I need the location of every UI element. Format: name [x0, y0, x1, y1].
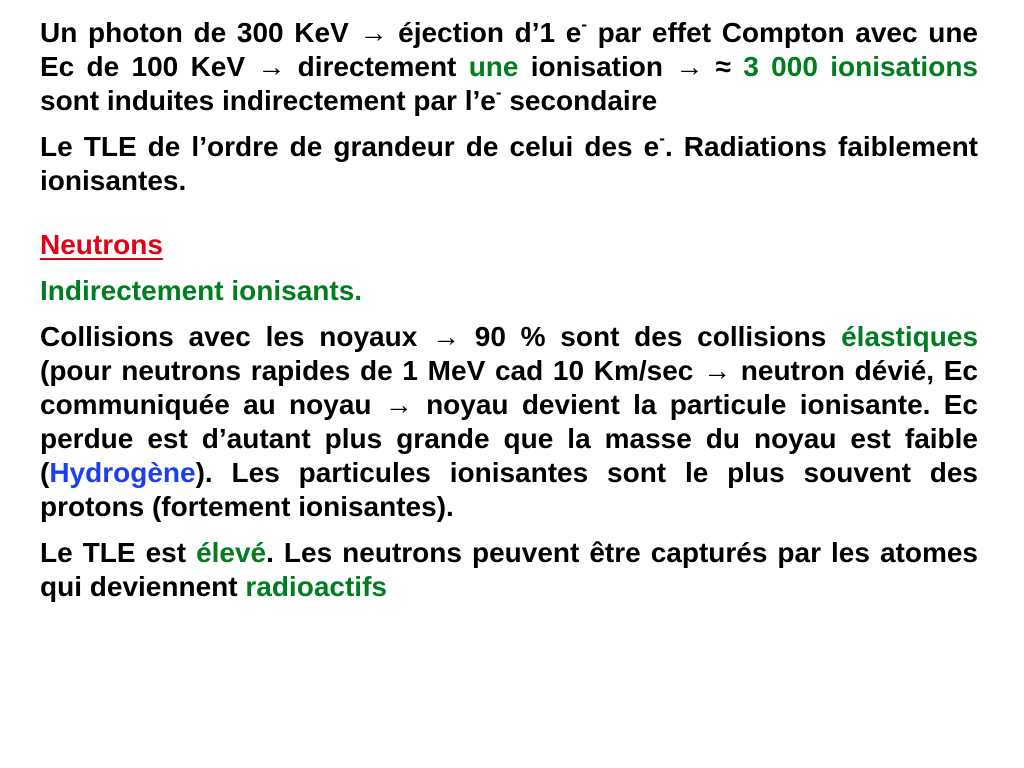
text-run: directement [285, 51, 469, 82]
arrow-symbol: → [432, 321, 461, 352]
text-run: noyau devient la particule ionisante. Ec perdue est d’autant plus grande que la masse du noyau est faible ( [40, 389, 978, 488]
text-run: éjection d’1 e [387, 17, 582, 48]
text-run: . Les neutrons peuvent être capturés par les atomes qui deviennent [40, 537, 978, 602]
text-run: 90 % sont des collisions [460, 321, 842, 352]
text-run: Le TLE de l’ordre de grandeur de celui des e [40, 131, 660, 162]
text-run: ). Les particules ionisantes sont le plus souvent des protons (fortement ionisantes). [40, 457, 978, 522]
arrow-symbol: → [359, 17, 388, 48]
text-run: (pour neutrons rapides de 1 MeV cad 10 Km/sec [40, 355, 704, 386]
highlight-ionisations-count: 3 000 ionisations [743, 51, 978, 82]
paragraph-indirectly-ionising [40, 274, 978, 308]
arrow-symbol: → [257, 51, 286, 82]
text-run: Le TLE est [40, 537, 197, 568]
highlight-elastiques: élastiques [841, 321, 979, 352]
text-run [663, 51, 675, 82]
paragraph-compton-photon [40, 16, 978, 118]
text-run: . Radiations faiblement ionisantes. [40, 131, 978, 196]
text-run: par effet Compton avec une Ec de 100 KeV [40, 17, 978, 82]
paragraph-tle-neutrons [40, 536, 978, 604]
paragraph-tle-electrons [40, 130, 978, 198]
text-run: Indirectement ionisants. [40, 275, 363, 306]
ionisation-phrase: une ionisation [468, 51, 663, 82]
arrow-symbol: → [675, 51, 704, 82]
highlight-radioactifs: radioactifs [245, 571, 387, 602]
paragraph-collisions [40, 320, 978, 524]
arrow-symbol: → [703, 355, 732, 386]
superscript-minus: - [659, 129, 665, 148]
highlight-hydrogene: Hydrogène [49, 457, 196, 488]
text-run: ≈ [703, 51, 744, 82]
text-run: sont induites indirectement par l’e [40, 85, 496, 116]
highlight-eleve: élevé [196, 537, 267, 568]
superscript-minus: - [581, 15, 587, 34]
text-run: secondaire [501, 85, 658, 116]
heading-text: Neutrons [40, 229, 163, 260]
arrow-symbol: → [384, 389, 413, 420]
text-run: neutron dévié, Ec communiquée au noyau [40, 355, 979, 420]
text-run: Collisions avec les noyaux [40, 321, 433, 352]
superscript-minus: - [495, 83, 502, 102]
section-heading-neutrons [40, 228, 978, 262]
text-run: Un photon de 300 KeV [40, 17, 360, 48]
